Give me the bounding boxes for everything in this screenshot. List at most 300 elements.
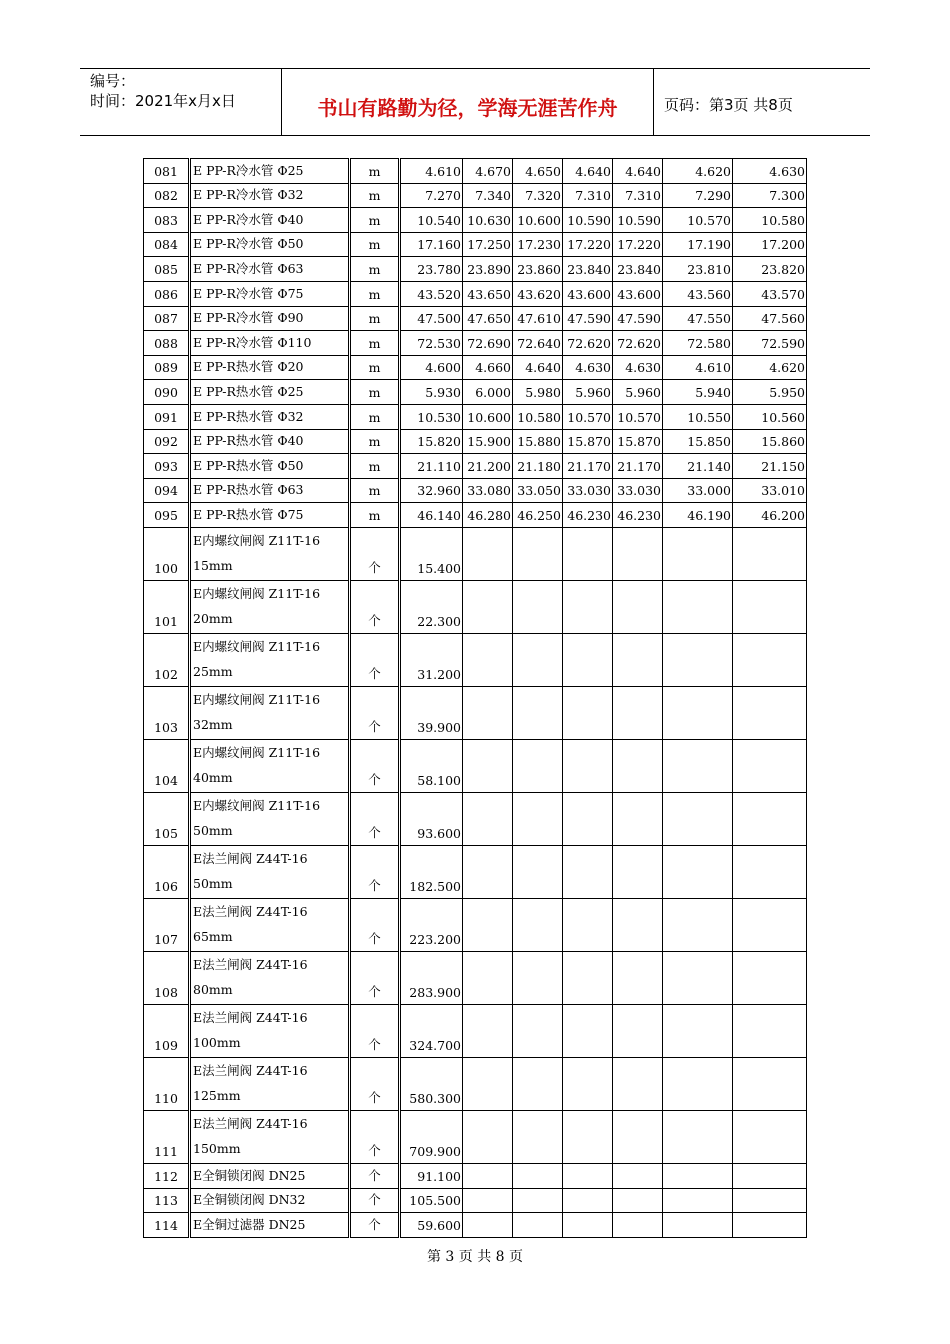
price-cell: 91.100 bbox=[400, 1163, 463, 1188]
price-cell bbox=[733, 527, 807, 580]
item-spec-line: 25mm bbox=[193, 663, 233, 679]
item-name bbox=[190, 1188, 350, 1213]
item-unit: 个 bbox=[350, 845, 400, 898]
item-name bbox=[190, 159, 350, 184]
price-cell bbox=[663, 527, 733, 580]
price-cell bbox=[733, 792, 807, 845]
item-name-line: E全铜锁闭阀 DN25 bbox=[193, 1167, 306, 1183]
item-code: 114 bbox=[144, 1213, 190, 1238]
item-name-line: E PP-R热水管 Φ63 bbox=[193, 482, 304, 498]
item-unit: m bbox=[350, 208, 400, 233]
price-cell: 7.290 bbox=[663, 183, 733, 208]
price-cell bbox=[613, 686, 663, 739]
price-cell: 283.900 bbox=[400, 951, 463, 1004]
price-cell: 182.500 bbox=[400, 845, 463, 898]
item-name bbox=[190, 686, 350, 739]
price-cell bbox=[663, 792, 733, 845]
price-cell: 4.640 bbox=[613, 159, 663, 184]
item-code: 089 bbox=[144, 355, 190, 380]
price-cell bbox=[463, 898, 513, 951]
price-table bbox=[143, 158, 807, 1238]
item-code: 095 bbox=[144, 503, 190, 528]
item-unit: m bbox=[350, 404, 400, 429]
price-cell: 105.500 bbox=[400, 1188, 463, 1213]
item-name-line: E全铜过滤器 DN25 bbox=[193, 1216, 306, 1232]
price-cell: 4.630 bbox=[613, 355, 663, 380]
price-cell bbox=[513, 580, 563, 633]
item-unit: m bbox=[350, 183, 400, 208]
item-name bbox=[190, 1163, 350, 1188]
item-code: 083 bbox=[144, 208, 190, 233]
price-cell: 4.640 bbox=[563, 159, 613, 184]
table-row bbox=[144, 580, 807, 633]
price-cell bbox=[513, 527, 563, 580]
price-cell: 4.630 bbox=[733, 159, 807, 184]
price-cell bbox=[613, 1213, 663, 1238]
table-row bbox=[144, 281, 807, 306]
item-unit: m bbox=[350, 281, 400, 306]
price-cell: 22.300 bbox=[400, 580, 463, 633]
price-cell: 5.950 bbox=[733, 380, 807, 405]
price-cell bbox=[663, 580, 733, 633]
number-label: 编号： bbox=[90, 72, 136, 90]
price-cell: 10.570 bbox=[563, 404, 613, 429]
table-row bbox=[144, 404, 807, 429]
item-unit: 个 bbox=[350, 1188, 400, 1213]
item-name bbox=[190, 845, 350, 898]
price-cell bbox=[563, 792, 613, 845]
item-spec-line: 150mm bbox=[193, 1140, 241, 1156]
price-cell: 5.960 bbox=[563, 380, 613, 405]
item-code: 111 bbox=[144, 1110, 190, 1163]
item-spec-line: 50mm bbox=[193, 875, 233, 891]
price-cell bbox=[733, 739, 807, 792]
item-name-line: E PP-R冷水管 Φ25 bbox=[193, 162, 304, 178]
price-cell: 43.600 bbox=[613, 281, 663, 306]
item-unit: 个 bbox=[350, 898, 400, 951]
price-cell: 7.310 bbox=[563, 183, 613, 208]
price-cell: 17.160 bbox=[400, 232, 463, 257]
price-cell: 33.030 bbox=[613, 478, 663, 503]
item-name bbox=[190, 232, 350, 257]
price-cell bbox=[613, 633, 663, 686]
price-cell: 4.620 bbox=[733, 355, 807, 380]
price-cell: 17.220 bbox=[563, 232, 613, 257]
item-name bbox=[190, 380, 350, 405]
price-cell: 15.820 bbox=[400, 429, 463, 454]
price-cell bbox=[613, 739, 663, 792]
price-cell: 23.820 bbox=[733, 257, 807, 282]
item-spec-line: 32mm bbox=[193, 716, 233, 732]
price-cell bbox=[733, 1188, 807, 1213]
price-cell bbox=[563, 1057, 613, 1110]
item-code: 105 bbox=[144, 792, 190, 845]
item-code: 091 bbox=[144, 404, 190, 429]
item-code: 113 bbox=[144, 1188, 190, 1213]
price-cell bbox=[513, 1213, 563, 1238]
table-row bbox=[144, 1163, 807, 1188]
item-spec-line: 50mm bbox=[193, 822, 233, 838]
price-cell: 72.640 bbox=[513, 331, 563, 356]
price-cell: 580.300 bbox=[400, 1057, 463, 1110]
item-code: 092 bbox=[144, 429, 190, 454]
price-cell: 21.110 bbox=[400, 454, 463, 479]
price-cell: 4.610 bbox=[400, 159, 463, 184]
table-row bbox=[144, 633, 807, 686]
item-unit: m bbox=[350, 257, 400, 282]
price-cell: 4.670 bbox=[463, 159, 513, 184]
price-cell: 7.320 bbox=[513, 183, 563, 208]
price-cell bbox=[733, 1213, 807, 1238]
item-name bbox=[190, 527, 350, 580]
item-name-line: E PP-R热水管 Φ50 bbox=[193, 457, 304, 473]
item-name-line: E PP-R冷水管 Φ110 bbox=[193, 334, 312, 350]
price-cell: 10.600 bbox=[513, 208, 563, 233]
price-cell bbox=[513, 1110, 563, 1163]
price-cell bbox=[663, 633, 733, 686]
price-cell bbox=[613, 580, 663, 633]
item-name bbox=[190, 792, 350, 845]
item-code: 088 bbox=[144, 331, 190, 356]
price-cell bbox=[663, 1163, 733, 1188]
item-unit: m bbox=[350, 232, 400, 257]
time-label: 时间：2021年x月x日 bbox=[90, 92, 236, 110]
price-cell: 23.890 bbox=[463, 257, 513, 282]
price-cell: 7.270 bbox=[400, 183, 463, 208]
price-cell bbox=[563, 1004, 613, 1057]
price-cell: 33.050 bbox=[513, 478, 563, 503]
price-cell: 46.230 bbox=[563, 503, 613, 528]
price-cell bbox=[563, 686, 613, 739]
price-cell bbox=[513, 951, 563, 1004]
price-cell bbox=[733, 1110, 807, 1163]
price-cell bbox=[463, 633, 513, 686]
price-cell: 10.580 bbox=[513, 404, 563, 429]
price-cell: 15.870 bbox=[613, 429, 663, 454]
price-cell: 72.590 bbox=[733, 331, 807, 356]
price-cell: 72.580 bbox=[663, 331, 733, 356]
item-code: 109 bbox=[144, 1004, 190, 1057]
item-unit: m bbox=[350, 478, 400, 503]
price-cell: 17.230 bbox=[513, 232, 563, 257]
item-name bbox=[190, 404, 350, 429]
item-name bbox=[190, 1057, 350, 1110]
price-cell bbox=[733, 951, 807, 1004]
item-name bbox=[190, 257, 350, 282]
price-cell: 23.860 bbox=[513, 257, 563, 282]
item-spec-line: 80mm bbox=[193, 981, 233, 997]
header-motto: 书山有路勤为径，学海无涯苦作舟 bbox=[282, 69, 654, 135]
item-name-line: E PP-R冷水管 Φ75 bbox=[193, 285, 304, 301]
item-name-line: E PP-R热水管 Φ32 bbox=[193, 408, 304, 424]
item-name-line: E PP-R冷水管 Φ32 bbox=[193, 187, 304, 203]
price-cell: 17.190 bbox=[663, 232, 733, 257]
price-cell bbox=[733, 1057, 807, 1110]
item-name-line: E内螺纹闸阀 Z11T-16 bbox=[193, 532, 321, 548]
price-cell bbox=[563, 845, 613, 898]
price-cell bbox=[463, 845, 513, 898]
price-cell bbox=[563, 1213, 613, 1238]
price-cell bbox=[613, 845, 663, 898]
price-cell bbox=[663, 686, 733, 739]
item-name-line: E内螺纹闸阀 Z11T-16 bbox=[193, 797, 321, 813]
price-cell: 4.620 bbox=[663, 159, 733, 184]
table-row bbox=[144, 331, 807, 356]
item-spec-line: 15mm bbox=[193, 557, 233, 573]
price-cell: 223.200 bbox=[400, 898, 463, 951]
page-header bbox=[80, 68, 870, 136]
price-cell bbox=[563, 951, 613, 1004]
item-name-line: E PP-R冷水管 Φ50 bbox=[193, 236, 304, 252]
item-name-line: E全铜锁闭阀 DN32 bbox=[193, 1192, 306, 1208]
price-cell: 72.620 bbox=[613, 331, 663, 356]
item-code: 100 bbox=[144, 527, 190, 580]
price-cell: 4.640 bbox=[513, 355, 563, 380]
item-name bbox=[190, 454, 350, 479]
item-name-line: E PP-R冷水管 Φ40 bbox=[193, 211, 304, 227]
table-row bbox=[144, 478, 807, 503]
item-unit: 个 bbox=[350, 792, 400, 845]
price-cell: 4.650 bbox=[513, 159, 563, 184]
item-spec-line: 125mm bbox=[193, 1087, 241, 1103]
price-cell: 47.500 bbox=[400, 306, 463, 331]
price-cell bbox=[613, 1110, 663, 1163]
price-cell: 47.590 bbox=[613, 306, 663, 331]
price-cell: 93.600 bbox=[400, 792, 463, 845]
price-cell: 10.600 bbox=[463, 404, 513, 429]
price-cell: 10.570 bbox=[663, 208, 733, 233]
item-code: 085 bbox=[144, 257, 190, 282]
item-name-line: E内螺纹闸阀 Z11T-16 bbox=[193, 691, 321, 707]
price-cell bbox=[733, 845, 807, 898]
item-name-line: E法兰闸阀 Z44T-16 bbox=[193, 850, 308, 866]
price-cell: 21.140 bbox=[663, 454, 733, 479]
price-cell bbox=[563, 739, 613, 792]
item-name bbox=[190, 1213, 350, 1238]
item-code: 094 bbox=[144, 478, 190, 503]
price-cell: 23.810 bbox=[663, 257, 733, 282]
table-row bbox=[144, 380, 807, 405]
price-cell bbox=[463, 686, 513, 739]
item-unit: m bbox=[350, 380, 400, 405]
item-spec-line: 65mm bbox=[193, 928, 233, 944]
table-row bbox=[144, 792, 807, 845]
item-code: 101 bbox=[144, 580, 190, 633]
price-cell: 21.180 bbox=[513, 454, 563, 479]
item-unit: 个 bbox=[350, 1163, 400, 1188]
price-cell bbox=[663, 1110, 733, 1163]
table-row bbox=[144, 503, 807, 528]
price-cell: 6.000 bbox=[463, 380, 513, 405]
price-cell: 5.930 bbox=[400, 380, 463, 405]
price-cell: 43.520 bbox=[400, 281, 463, 306]
item-unit: 个 bbox=[350, 1004, 400, 1057]
price-cell: 10.580 bbox=[733, 208, 807, 233]
price-cell bbox=[463, 580, 513, 633]
price-cell: 21.170 bbox=[613, 454, 663, 479]
table-row bbox=[144, 1004, 807, 1057]
price-cell: 4.660 bbox=[463, 355, 513, 380]
price-cell: 21.150 bbox=[733, 454, 807, 479]
header-page-label: 页码：第3页 共8页 bbox=[664, 95, 793, 114]
item-name-line: E PP-R冷水管 Φ63 bbox=[193, 260, 304, 276]
price-cell: 10.630 bbox=[463, 208, 513, 233]
table-row bbox=[144, 454, 807, 479]
price-cell: 23.780 bbox=[400, 257, 463, 282]
price-cell: 47.560 bbox=[733, 306, 807, 331]
item-unit: 个 bbox=[350, 1057, 400, 1110]
price-cell: 43.620 bbox=[513, 281, 563, 306]
price-cell: 46.190 bbox=[663, 503, 733, 528]
item-code: 090 bbox=[144, 380, 190, 405]
item-code: 084 bbox=[144, 232, 190, 257]
price-cell: 15.870 bbox=[563, 429, 613, 454]
item-unit: m bbox=[350, 454, 400, 479]
item-code: 107 bbox=[144, 898, 190, 951]
price-cell bbox=[563, 633, 613, 686]
item-unit: m bbox=[350, 503, 400, 528]
item-name-line: E PP-R热水管 Φ20 bbox=[193, 359, 304, 375]
price-cell bbox=[463, 1057, 513, 1110]
price-cell bbox=[513, 1188, 563, 1213]
price-cell: 709.900 bbox=[400, 1110, 463, 1163]
item-code: 108 bbox=[144, 951, 190, 1004]
table-row bbox=[144, 845, 807, 898]
table-row bbox=[144, 306, 807, 331]
price-cell bbox=[463, 1163, 513, 1188]
price-cell bbox=[463, 527, 513, 580]
item-name bbox=[190, 478, 350, 503]
table-row bbox=[144, 159, 807, 184]
item-name bbox=[190, 281, 350, 306]
table-row bbox=[144, 1188, 807, 1213]
price-cell bbox=[613, 1057, 663, 1110]
item-unit: m bbox=[350, 331, 400, 356]
price-cell: 17.200 bbox=[733, 232, 807, 257]
price-cell bbox=[463, 951, 513, 1004]
price-cell bbox=[613, 898, 663, 951]
price-cell bbox=[513, 792, 563, 845]
price-cell bbox=[613, 951, 663, 1004]
item-spec-line: 20mm bbox=[193, 610, 233, 626]
item-unit: 个 bbox=[350, 1213, 400, 1238]
price-cell: 33.000 bbox=[663, 478, 733, 503]
price-cell: 59.600 bbox=[400, 1213, 463, 1238]
item-code: 087 bbox=[144, 306, 190, 331]
page-footer: 第 3 页 共 8 页 bbox=[426, 1249, 524, 1265]
table-row bbox=[144, 686, 807, 739]
item-code: 103 bbox=[144, 686, 190, 739]
item-unit: 个 bbox=[350, 527, 400, 580]
table-row bbox=[144, 898, 807, 951]
price-cell: 33.010 bbox=[733, 478, 807, 503]
price-cell bbox=[663, 1004, 733, 1057]
item-name bbox=[190, 739, 350, 792]
table-row bbox=[144, 527, 807, 580]
price-cell: 43.570 bbox=[733, 281, 807, 306]
item-name-line: E PP-R热水管 Φ25 bbox=[193, 383, 304, 399]
price-cell bbox=[563, 1163, 613, 1188]
price-cell: 46.250 bbox=[513, 503, 563, 528]
table-row bbox=[144, 1213, 807, 1238]
price-cell bbox=[733, 580, 807, 633]
price-cell: 4.610 bbox=[663, 355, 733, 380]
price-cell bbox=[663, 951, 733, 1004]
price-cell: 21.170 bbox=[563, 454, 613, 479]
price-cell: 39.900 bbox=[400, 686, 463, 739]
item-unit: 个 bbox=[350, 951, 400, 1004]
price-cell: 23.840 bbox=[613, 257, 663, 282]
item-code: 110 bbox=[144, 1057, 190, 1110]
item-code: 112 bbox=[144, 1163, 190, 1188]
item-name bbox=[190, 331, 350, 356]
item-name-line: E PP-R热水管 Φ40 bbox=[193, 433, 304, 449]
item-name-line: E内螺纹闸阀 Z11T-16 bbox=[193, 585, 321, 601]
price-cell: 43.600 bbox=[563, 281, 613, 306]
table-row bbox=[144, 1057, 807, 1110]
price-cell: 10.590 bbox=[613, 208, 663, 233]
price-cell bbox=[463, 1110, 513, 1163]
price-cell bbox=[463, 1004, 513, 1057]
price-cell bbox=[463, 1188, 513, 1213]
price-cell bbox=[663, 1057, 733, 1110]
price-cell bbox=[663, 1213, 733, 1238]
price-cell: 15.880 bbox=[513, 429, 563, 454]
item-name bbox=[190, 898, 350, 951]
item-unit: m bbox=[350, 306, 400, 331]
price-cell bbox=[513, 739, 563, 792]
price-cell: 43.650 bbox=[463, 281, 513, 306]
item-name-line: E法兰闸阀 Z44T-16 bbox=[193, 956, 308, 972]
table-row bbox=[144, 951, 807, 1004]
item-name bbox=[190, 1004, 350, 1057]
price-cell: 47.550 bbox=[663, 306, 733, 331]
item-name bbox=[190, 633, 350, 686]
price-cell bbox=[463, 739, 513, 792]
price-cell: 15.850 bbox=[663, 429, 733, 454]
item-code: 102 bbox=[144, 633, 190, 686]
price-cell: 21.200 bbox=[463, 454, 513, 479]
item-unit: m bbox=[350, 429, 400, 454]
price-cell: 10.540 bbox=[400, 208, 463, 233]
price-cell: 72.530 bbox=[400, 331, 463, 356]
item-unit: 个 bbox=[350, 739, 400, 792]
item-spec-line: 100mm bbox=[193, 1034, 241, 1050]
price-cell bbox=[513, 686, 563, 739]
table-row bbox=[144, 355, 807, 380]
item-name-line: E法兰闸阀 Z44T-16 bbox=[193, 1062, 308, 1078]
price-cell: 46.280 bbox=[463, 503, 513, 528]
item-name bbox=[190, 355, 350, 380]
price-cell: 72.690 bbox=[463, 331, 513, 356]
price-cell: 10.560 bbox=[733, 404, 807, 429]
price-cell: 5.960 bbox=[613, 380, 663, 405]
price-cell bbox=[613, 527, 663, 580]
price-cell: 5.980 bbox=[513, 380, 563, 405]
price-cell bbox=[463, 1213, 513, 1238]
item-name-line: E PP-R冷水管 Φ90 bbox=[193, 310, 304, 326]
price-cell: 10.530 bbox=[400, 404, 463, 429]
item-code: 093 bbox=[144, 454, 190, 479]
price-cell: 47.590 bbox=[563, 306, 613, 331]
price-cell: 10.570 bbox=[613, 404, 663, 429]
table-row bbox=[144, 429, 807, 454]
item-code: 106 bbox=[144, 845, 190, 898]
item-unit: 个 bbox=[350, 1110, 400, 1163]
price-cell bbox=[733, 898, 807, 951]
item-name-line: E法兰闸阀 Z44T-16 bbox=[193, 1009, 308, 1025]
price-cell bbox=[613, 1004, 663, 1057]
